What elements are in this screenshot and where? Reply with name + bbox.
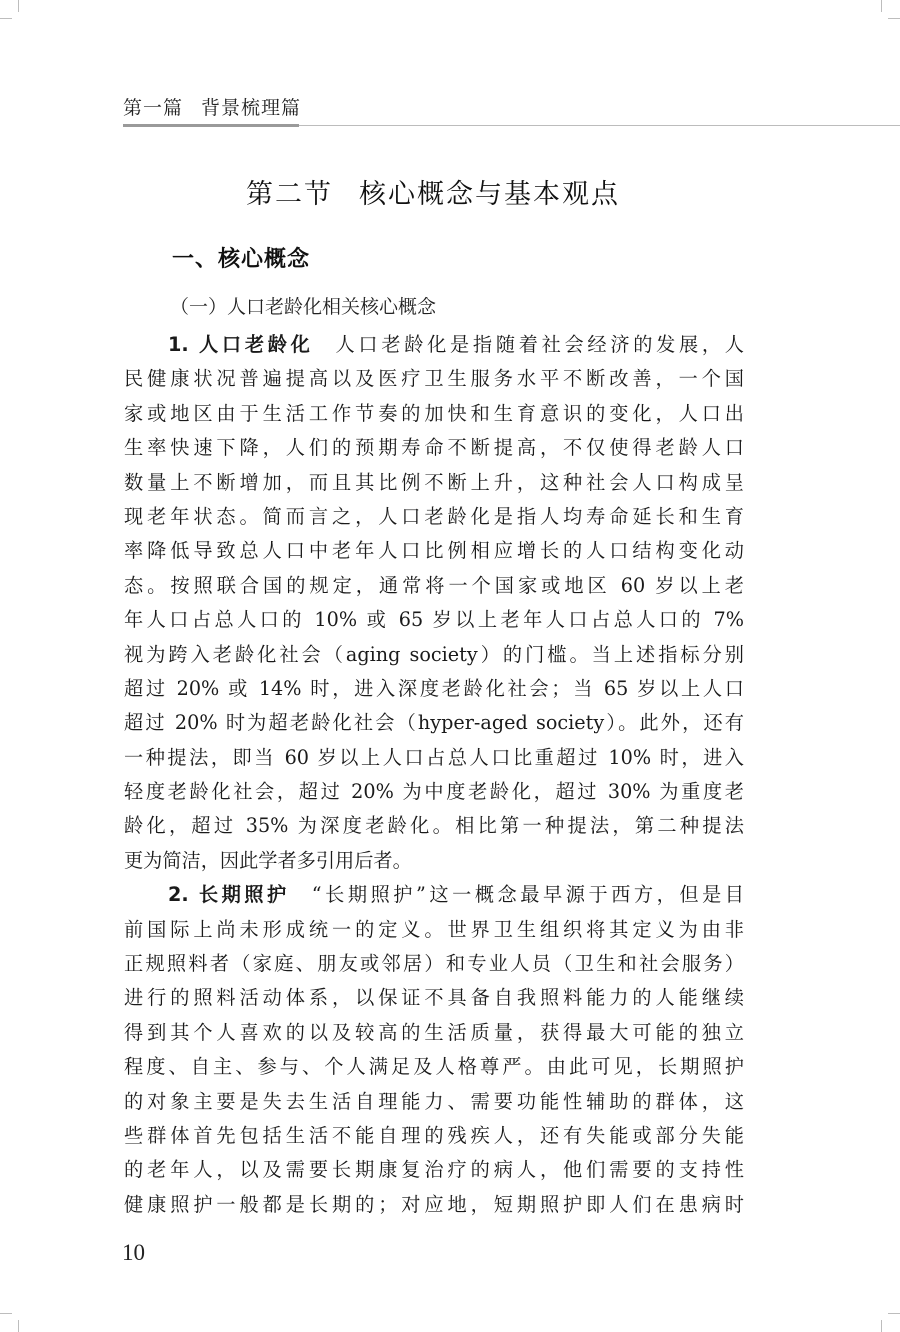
crop-mark-bottom-right	[881, 1320, 882, 1332]
crop-mark-bottom-left	[18, 1320, 19, 1332]
paragraph-1-line: 轻度老龄化社会，超过 20% 为中度老龄化，超过 30% 为重度老	[124, 780, 744, 804]
paragraph-1-line: 一种提法，即当 60 岁以上人口占总人口比重超过 10% 时，进入	[124, 745, 744, 769]
section-title-text: 核心概念与基本观点	[359, 179, 620, 210]
paragraph-2-line: 进行的照料活动体系，以保证不具备自我照料能力的人能继续	[124, 986, 744, 1010]
crop-mark-top-left-h	[0, 18, 12, 19]
running-head-rule-thin	[299, 125, 900, 126]
section-title	[0, 172, 866, 211]
paragraph-1-line: 家或地区由于生活工作节奏的加快和生育意识的变化，人口出	[124, 401, 744, 425]
paragraph-2-line: 些群体首先包括生活不能自理的残疾人，还有失能或部分失能	[124, 1123, 744, 1147]
crop-mark-top-right-h	[888, 18, 900, 19]
paragraph-2-line: 正规照料者（家庭、朋友或邻居）和专业人员（卫生和社会服务）	[124, 952, 744, 976]
paragraph-2-text: “长期照护”这一概念最早源于西方，但是目	[311, 883, 744, 907]
paragraph-2-line: 前国际上尚未形成统一的定义。世界卫生组织将其定义为由非	[124, 917, 744, 941]
crop-mark-top-left	[18, 0, 19, 12]
page-number: 10	[122, 1240, 145, 1265]
section-number: 第二节	[246, 179, 333, 210]
paragraph-1-line: 率降低导致总人口中老年人口比例相应增长的人口结构变化动	[124, 539, 744, 563]
paragraph-1-line: 龄化，超过 35% 为深度老龄化。相比第一种提法，第二种提法	[124, 814, 744, 838]
paragraph-1-line: 超过 20% 时为超老龄化社会（hyper-aged society）。此外，还有	[124, 711, 744, 735]
running-head	[123, 93, 301, 120]
running-head-part: 第一篇	[123, 97, 184, 119]
paragraph-1-line: 更为简洁，因此学者多引用后者。	[124, 848, 412, 872]
paragraph-1-line: 超过 20% 或 14% 时，进入深度老龄化社会；当 65 岁以上人口	[124, 676, 744, 700]
paragraph-1-text: 人口老龄化是指随着社会经济的发展，人	[335, 333, 744, 356]
crop-mark-bottom-left-h	[0, 1313, 12, 1314]
running-head-title: 背景梳理篇	[201, 97, 302, 119]
paragraph-1-line: 生率快速下降，人们的预期寿命不断提高，不仅使得老龄人口	[124, 436, 744, 460]
paragraph-2-line: 得到其个人喜欢的以及较高的生活质量，获得最大可能的独立	[124, 1020, 744, 1044]
subheading-aging-concepts: （一）人口老龄化相关核心概念	[170, 296, 437, 318]
paragraph-1-line: 态。按照联合国的规定，通常将一个国家或地区 60 岁以上老	[124, 573, 744, 597]
crop-mark-bottom-right-h	[888, 1313, 900, 1314]
paragraph-2-line: 健康照护一般都是长期的；对应地，短期照护即人们在患病时	[124, 1192, 744, 1216]
paragraph-2-line: 程度、自主、参与、个人满足及人格尊严。由此可见，长期照护	[124, 1055, 744, 1079]
paragraph-1-line: 现老年状态。简而言之，人口老龄化是指人均寿命延长和生育	[124, 504, 744, 528]
term-population-aging: 1. 人口老龄化	[168, 333, 314, 356]
paragraph-1-line: 视为跨入老龄化社会（aging society）的门槛。当上述指标分别	[124, 642, 744, 666]
running-head-rule-thick	[123, 124, 299, 127]
paragraph-1-line: 数量上不断增加，而且其比例不断上升，这种社会人口构成呈	[124, 470, 744, 494]
crop-mark-top-right	[881, 0, 882, 12]
paragraph-1-line	[124, 328, 744, 362]
paragraph-2-line: 的老年人，以及需要长期康复治疗的病人，他们需要的支持性	[124, 1158, 744, 1182]
body-text	[124, 328, 744, 1222]
paragraph-2-line: 的对象主要是失去生活自理能力、需要功能性辅助的群体，这	[124, 1089, 744, 1113]
heading-core-concepts: 一、核心概念	[172, 247, 311, 272]
paragraph-2-line	[124, 878, 744, 912]
paragraph-1-line: 民健康状况普遍提高以及医疗卫生服务水平不断改善，一个国	[124, 367, 744, 391]
paragraph-1-line: 年人口占总人口的 10% 或 65 岁以上老年人口占总人口的 7%	[124, 608, 744, 632]
term-long-term-care: 2. 长期照护	[168, 883, 290, 907]
